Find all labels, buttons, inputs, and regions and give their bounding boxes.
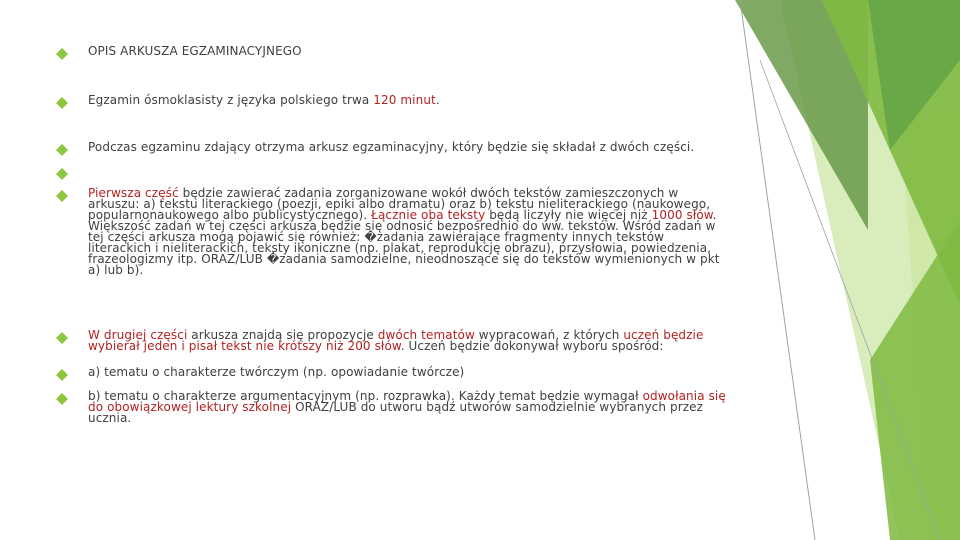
text-run: b) tematu o charakterze argumentacyjnym (np. rozprawka). Każdy temat będzie wymagał [88, 389, 643, 403]
text-run: . Większość zadań w tej części arkusza będzie się odnosić bezpośrednio do ww. tekstów. Wśród zadań w tej części arkusza mogą pojawić się również: �zadania zawierające fragmenty innych tekstów literackich i nieliterackich, teksty ikoniczne (np. plakat, reprodukcję obrazu), przysłowia, powiedzenia, frazeologizmy itp. ORAZ/LUB �zadania samodzielne, nieodnoszące się do tekstów wymienionych w pkt a) lub b). [88, 208, 720, 277]
text-run: będą liczyły nie więcej niż [485, 208, 652, 222]
diamond-bullet-icon [56, 393, 68, 405]
text-run: wypracowań, z których [474, 328, 624, 342]
highlight-run: W drugiej części [88, 328, 188, 342]
diamond-bullet-icon [56, 332, 68, 344]
bullet-text [88, 330, 728, 352]
diamond-bullet-icon [56, 97, 68, 109]
text-run: ORAZ/LUB do utworu bądź utworów samodzielnie wybranych przez ucznia. [88, 400, 704, 425]
diamond-bullet-icon [56, 48, 68, 60]
bullet-text [88, 142, 728, 153]
text-run: . [435, 93, 440, 107]
bullet-text [88, 188, 728, 276]
text-run: a) tematu o charakterze twórczym (np. opowiadanie twórcze) [88, 365, 465, 379]
diamond-bullet-icon [56, 168, 68, 180]
bullet-text [88, 391, 728, 424]
text-run: . Uczeń będzie dokonywał wyboru spośród: [400, 339, 664, 353]
diamond-bullet-icon [56, 144, 68, 156]
bullet-text [88, 46, 728, 57]
highlight-run: Łącznie oba teksty [371, 208, 486, 222]
highlight-run: uczeń będzie wybierał jeden i pisał tekst nie krótszy niż 200 słów [88, 328, 704, 353]
text-run: Egzamin ósmoklasisty z języka polskiego trwa [88, 93, 374, 107]
text-run: OPIS ARKUSZA EGZAMINACYJNEGO [88, 44, 302, 58]
text-run: arkusza znajdą się propozycje [187, 328, 378, 342]
highlight-run: 1000 słów [651, 208, 713, 222]
bullet-text [88, 95, 728, 106]
highlight-run: dwóch tematów [377, 328, 475, 342]
highlight-run: Pierwsza część [88, 186, 179, 200]
highlight-run: 120 minut [373, 93, 436, 107]
text-run: będzie zawierać zadania zorganizowane wokół dwóch tekstów zamieszczonych w arkuszu: a) tekstu literackiego (poezji, epiki albo dramatu) oraz b) tekstu nieliterackiego (naukowego, popularnonaukowego albo publicystycznego). [88, 186, 711, 222]
diamond-bullet-icon [56, 190, 68, 202]
bullet-text [88, 367, 728, 378]
highlight-run: odwołania się do obowiązkowej lektury szkolnej [88, 389, 726, 414]
text-run: Podczas egzaminu zdający otrzyma arkusz egzaminacyjny, który będzie się składał z dwóch części. [88, 140, 695, 154]
diamond-bullet-icon [56, 369, 68, 381]
